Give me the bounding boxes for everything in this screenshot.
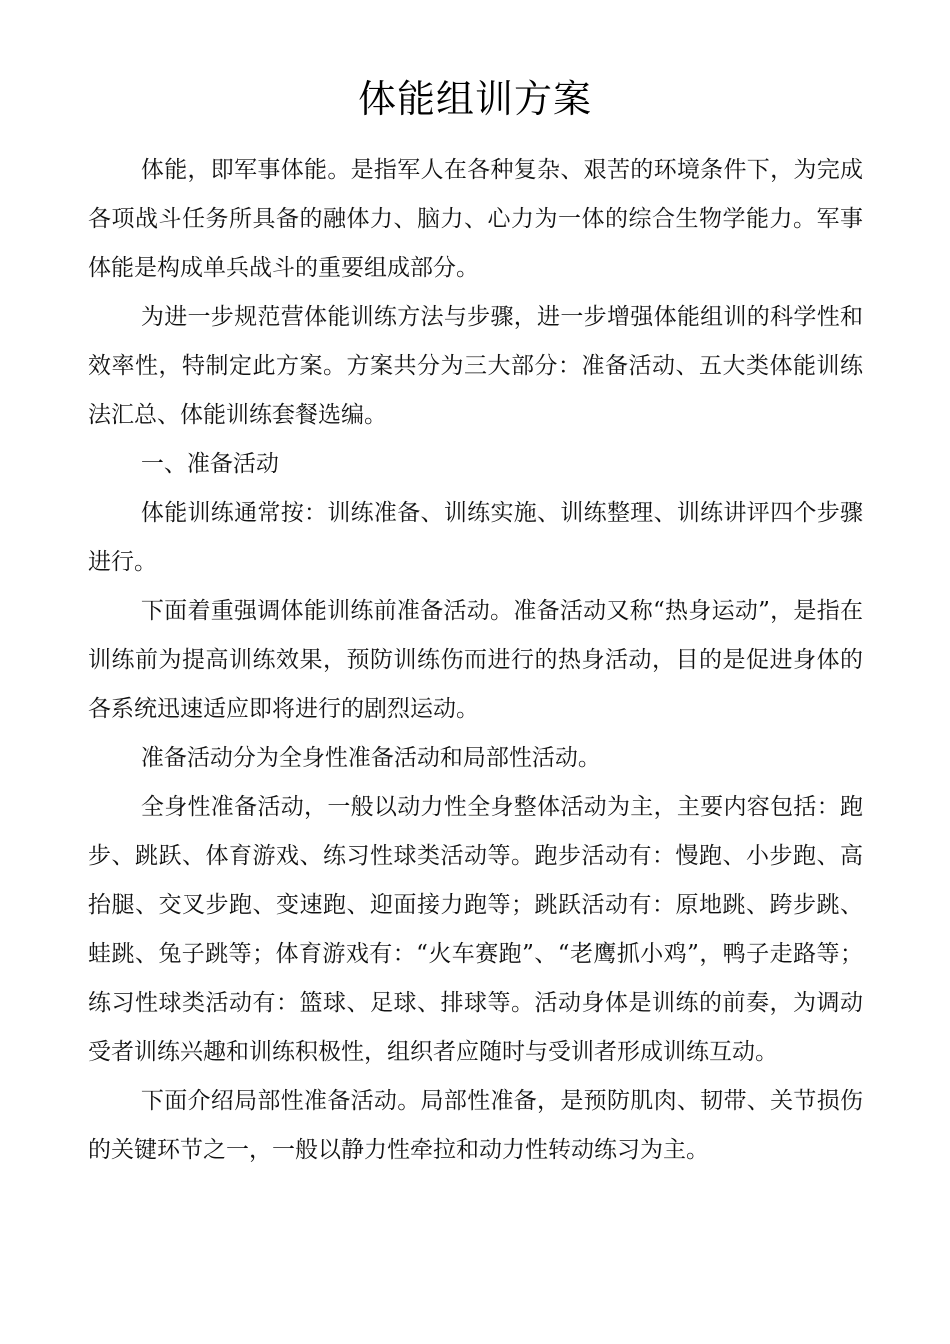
paragraph-local-warmup: 下面介绍局部性准备活动。局部性准备，是预防肌肉、韧带、关节损伤的关键环节之一，一般以静力性牵拉和动力性转动练习为主。	[88, 1088, 863, 1163]
section-heading-preparation: 一、准备活动	[140, 451, 279, 477]
paragraph-intro-definition: 体能，即军事体能。是指军人在各种复杂、艰苦的环境条件下，为完成各项战斗任务所具备的融体力、脑力、心力为一体的综合生物学能力。军事体能是构成单兵战斗的重要组成部分。	[88, 157, 863, 281]
document-title: 体能组训方案	[357, 77, 592, 121]
paragraph-purpose: 为进一步规范营体能训练方法与步骤，进一步增强体能组训的科学性和效率性，特制定此方案。方案共分为三大部分：准备活动、五大类体能训练法汇总、体能训练套餐选编。	[88, 304, 863, 428]
paragraph-training-steps: 体能训练通常按：训练准备、训练实施、训练整理、训练讲评四个步骤进行。	[88, 500, 863, 575]
paragraph-warmup-definition: 下面着重强调体能训练前准备活动。准备活动又称“热身运动”，是指在训练前为提高训练效果，预防训练伤而进行的热身活动，目的是促进身体的各系统迅速适应即将进行的剧烈运动。	[88, 598, 863, 722]
paragraph-full-body-warmup: 全身性准备活动，一般以动力性全身整体活动为主，主要内容包括：跑步、跳跃、体育游戏、练习性球类活动等。跑步活动有：慢跑、小步跑、高抬腿、交叉步跑、变速跑、迎面接力跑等；跳跃活动有：原地跳、跨步跳、蛙跳、兔子跳等；体育游戏有：“火车赛跑”、“老鹰抓小鸡”，鸭子走路等；练习性球类活动有：篮球、足球、排球等。活动身体是训练的前奏，为调动受者训练兴趣和训练积极性，组织者应随时与受训者形成训练互动。	[88, 794, 863, 1065]
paragraph-warmup-types: 准备活动分为全身性准备活动和局部性活动。	[140, 745, 601, 771]
document-body	[88, 146, 863, 1175]
